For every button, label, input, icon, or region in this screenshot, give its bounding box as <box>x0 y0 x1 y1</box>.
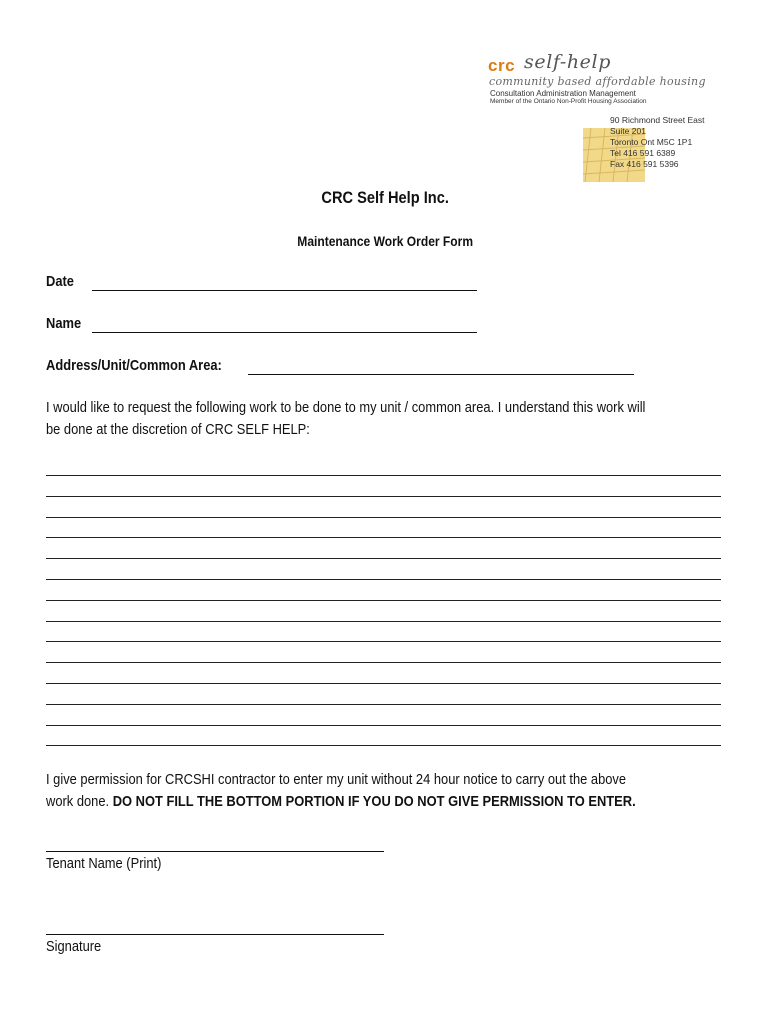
work-line[interactable] <box>46 600 721 601</box>
logo-self-help-text: self-help <box>524 51 611 73</box>
address-unit-label: Address/Unit/Common Area: <box>46 357 222 374</box>
logo-membership: Member of the Ontario Non-Profit Housing Association <box>490 98 647 105</box>
tenant-name-label: Tenant Name (Print) <box>46 855 162 872</box>
work-line[interactable] <box>46 725 721 726</box>
work-line[interactable] <box>46 558 721 559</box>
address-label-container <box>46 357 250 374</box>
work-line[interactable] <box>46 517 721 518</box>
date-label-container <box>46 273 79 290</box>
permission-text-line1: I give permission for CRCSHI contractor to enter my unit without 24 hour notice to carry out the above <box>46 771 627 788</box>
signature-field[interactable] <box>46 934 384 935</box>
tenant-name-field[interactable] <box>46 851 384 852</box>
request-text-line2: be done at the discretion of CRC SELF HELP: <box>46 421 310 438</box>
name-field[interactable] <box>92 332 477 333</box>
signature-label: Signature <box>46 938 102 955</box>
address-suite: Suite 201 <box>610 126 646 136</box>
address-phone: Tel 416 591 6389 <box>610 148 676 158</box>
crc-logo <box>488 50 728 110</box>
signature-label-container <box>46 938 110 955</box>
address-city: Toronto Ont M5C 1P1 <box>610 137 693 147</box>
date-label: Date <box>46 273 74 290</box>
organization-address <box>610 115 705 170</box>
work-line[interactable] <box>46 475 721 476</box>
name-label-container <box>46 315 87 332</box>
logo-tagline: community based affordable housing <box>489 75 706 88</box>
address-street: 90 Richmond Street East <box>610 115 705 125</box>
work-line[interactable] <box>46 496 721 497</box>
permission-text-line2: work done. <box>46 793 110 810</box>
request-text-line1: I would like to request the following work to be done to my unit / common area. I understand this work will <box>46 399 646 416</box>
form-subtitle: Maintenance Work Order Form <box>297 233 473 249</box>
request-paragraph <box>46 397 746 441</box>
work-line[interactable] <box>46 745 721 746</box>
work-line[interactable] <box>46 579 721 580</box>
permission-warning: DO NOT FILL THE BOTTOM PORTION IF YOU DO NOT GIVE PERMISSION TO ENTER. <box>112 793 636 810</box>
work-line[interactable] <box>46 621 721 622</box>
work-line[interactable] <box>46 537 721 538</box>
address-unit-field[interactable] <box>248 374 634 375</box>
logo-subtitle: Consultation Administration Management <box>490 89 636 98</box>
work-line[interactable] <box>46 641 721 642</box>
form-title-container <box>0 188 770 208</box>
work-line[interactable] <box>46 704 721 705</box>
name-label: Name <box>46 315 82 332</box>
form-title: CRC Self Help Inc. <box>321 188 449 207</box>
permission-paragraph <box>46 769 746 813</box>
logo-crc-text: crc <box>488 56 516 75</box>
work-line[interactable] <box>46 662 721 663</box>
tenant-name-label-container <box>46 855 180 872</box>
form-subtitle-container <box>0 233 770 249</box>
work-line[interactable] <box>46 683 721 684</box>
date-field[interactable] <box>92 290 477 291</box>
address-fax: Fax 416 591 5396 <box>610 159 679 169</box>
